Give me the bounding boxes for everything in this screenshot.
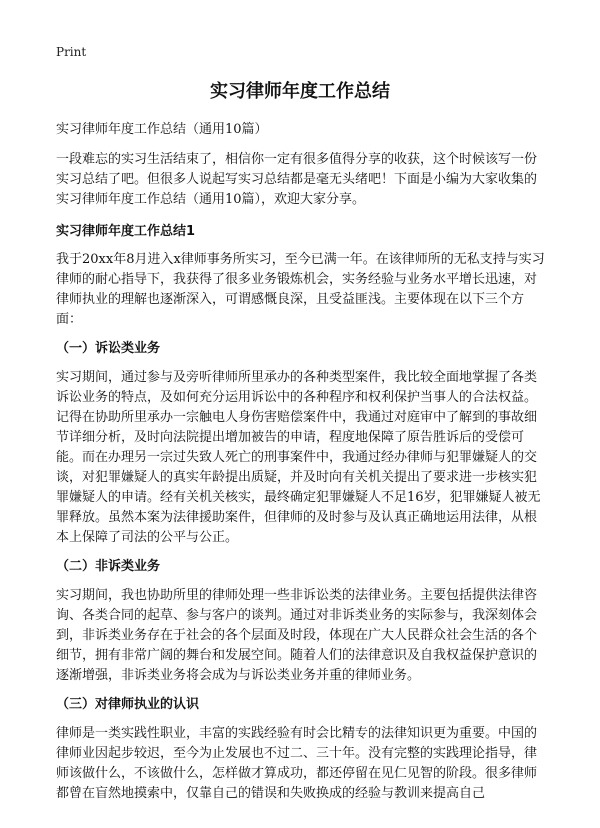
subheading-non-litigation: （二）非诉类业务 <box>56 559 161 574</box>
subheading-practice-understanding: （三）对律师执业的认识 <box>56 697 200 712</box>
litigation-paragraph: 实习期间，通过参与及旁听律师所里承办的各种类型案件，我比较全面地掌握了各类诉讼业务的特点，及如何充分运用诉讼中的各种程序和权利保护当事人的合法权益。记得在协助所里承办一宗触电人身伤害赔偿案件中，我通过对庭审中了解到的事故细节详细分析，及时向法院提出增加被告的申请，程度地保障了原告胜诉后的受偿可能。而在办理另一宗过失致人死亡的刑事案件中，我通过经办律师与犯罪嫌疑人的交谈，对犯罪嫌疑人的真实年龄提出质疑，并及时向有关机关提出了要求进一步核实犯罪嫌疑人的申请。经有关机关核实，最终确定犯罪嫌疑人不足16岁，犯罪嫌疑人被无罪释放。虽然本案为法律援助案件，但律师的及时参与及认真正确地运用法律，从根本上保障了司法的公平与公正。 <box>56 370 541 545</box>
section-heading-1: 实习律师年度工作总结1 <box>56 224 196 239</box>
article-body <box>56 120 546 813</box>
intro-paragraph: 一段难忘的实习生活结束了，相信你一定有很多值得分享的收获，这个时候该写一份实习总结了吧。但很多人说起写实习总结都是毫无头绪吧！下面是小编为大家收集的实习律师年度工作总结（通用10篇），欢迎大家分享。 <box>56 152 538 207</box>
non-litigation-paragraph: 实习期间，我也协助所里的律师处理一些非诉讼类的法律业务。主要包括提供法律咨询、各类合同的起草、参与客户的谈判。通过对非诉类业务的实际参与，我深刻体会到，非诉类业务存在于社会的各个层面及时段，体现在广大人民群众社会生活的各个细节，拥有非常广阔的舞台和发展空间。随着人们的法律意识及自我权益保护意识的逐渐增强，非诉类业务将会成为与诉讼类业务并重的律师业务。 <box>56 588 538 683</box>
section-1-paragraph: 我于20xx年8月进入x律师事务所实习，至今已满一年。在该律师所的无私支持与实习律师的耐心指导下，我获得了很多业务锻炼机会，实务经验与业务水平增长迅速，对律师执业的理解也逐渐深入，可谓感慨良深，且受益匪浅。主要体现在以下三个方面： <box>56 252 545 327</box>
article-subtitle: 实习律师年度工作总结（通用10篇） <box>56 122 268 137</box>
page-title: 实习律师年度工作总结 <box>210 81 390 102</box>
print-link[interactable]: Print <box>56 45 87 59</box>
subheading-litigation: （一）诉讼类业务 <box>56 341 161 356</box>
practice-understanding-paragraph: 律师是一类实践性职业，丰富的实践经验有时会比精专的法律知识更为重要。中国的律师业因起步较迟，至今为止发展也不过二、三十年。没有完整的实践理论指导，律师该做什么，不该做什么，怎样做才算成功，都还停留在见仁见智的阶段。很多律师都曾在盲然地摸索中，仅靠自己的错误和失败换成的经验与教训来提高自己 <box>56 726 538 801</box>
